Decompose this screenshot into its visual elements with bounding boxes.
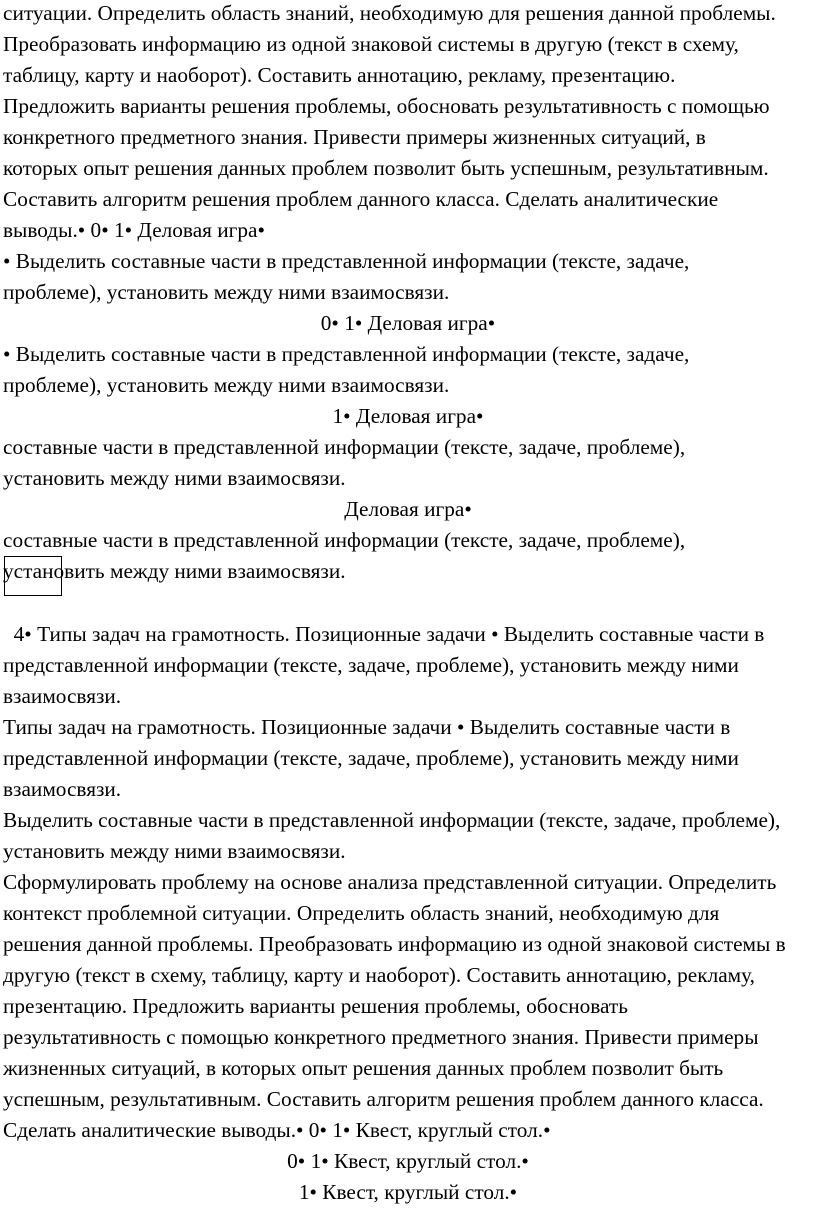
text-line: контекст проблемной ситуации. Определить область знаний, необходимую для — [3, 901, 720, 925]
text-line-centered: 1• Деловая игра• — [332, 404, 484, 428]
text-line: Составить алгоритм решения проблем данного класса. Сделать аналитические — [3, 187, 719, 211]
text-line: представленной информации (тексте, задаче, проблеме), установить между ними — [3, 746, 739, 770]
text-line: Выделить составные части в представленной информации (тексте, задаче, проблеме), — [3, 808, 781, 832]
text-line: успешным, результативным. Составить алгоритм решения проблем данного класса. — [3, 1087, 764, 1111]
text-line: установить между ними взаимосвязи. — [3, 839, 346, 863]
text-line: представленной информации (тексте, задаче, проблеме), установить между ними — [3, 653, 739, 677]
text-line-centered: 0• 1• Деловая игра• — [320, 311, 496, 335]
text-line: Сделать аналитические выводы.• 0• 1• Квест, круглый стол.• — [3, 1118, 551, 1142]
text-line: проблеме), установить между ними взаимосвязи. — [3, 280, 450, 304]
text-line: ситуации. Определить область знаний, необходимую для решения данной проблемы. — [3, 1, 776, 25]
text-line: другую (текст в схему, таблицу, карту и наоборот). Составить аннотацию, рекламу, — [3, 963, 755, 987]
text-line: решения данной проблемы. Преобразовать информацию из одной знаковой системы в — [3, 932, 786, 956]
text-line: выводы.• 0• 1• Деловая игра• — [3, 218, 265, 242]
text-line: таблицу, карту и наоборот). Составить аннотацию, рекламу, презентацию. — [3, 63, 676, 87]
text-line: составные части в представленной информации (тексте, задаче, проблеме), — [3, 528, 686, 552]
text-line: Типы задач на грамотность. Позиционные задачи • Выделить составные части в — [3, 715, 731, 739]
text-line: установить между ними взаимосвязи. — [3, 559, 346, 583]
text-line: Преобразовать информацию из одной знаковой системы в другую (текст в схему, — [3, 32, 739, 56]
text-line: Предложить варианты решения проблемы, обосновать результативность с помощью — [3, 94, 770, 118]
text-line-centered: Деловая игра• — [344, 497, 472, 521]
text-line: 4• Типы задач на грамотность. Позиционные задачи • Выделить составные части в — [3, 622, 765, 646]
text-line: • Выделить составные части в представленной информации (тексте, задаче, — [3, 249, 690, 273]
text-line: Сформулировать проблему на основе анализа представленной ситуации. Определить — [3, 870, 777, 894]
text-line: результативность с помощью конкретного предметного знания. Привести примеры — [3, 1025, 759, 1049]
text-line: составные части в представленной информации (тексте, задаче, проблеме), — [3, 435, 686, 459]
text-line: установить между ними взаимосвязи. — [3, 466, 346, 490]
empty-frame — [4, 556, 62, 596]
text-line: взаимосвязи. — [3, 684, 122, 708]
text-line: конкретного предметного знания. Привести примеры жизненных ситуаций, в — [3, 125, 706, 149]
text-line: которых опыт решения данных проблем позволит быть успешным, результативным. — [3, 156, 769, 180]
text-line-centered: 1• Квест, круглый стол.• — [298, 1180, 518, 1204]
text-line: • Выделить составные части в представленной информации (тексте, задаче, — [3, 342, 690, 366]
text-line: жизненных ситуаций, в которых опыт решения данных проблем позволит быть — [3, 1056, 724, 1080]
text-line: взаимосвязи. — [3, 777, 122, 801]
text-line: проблеме), установить между ними взаимосвязи. — [3, 373, 450, 397]
text-line-centered: 0• 1• Квест, круглый стол.• — [287, 1149, 529, 1173]
text-line: презентацию. Предложить варианты решения проблемы, обосновать — [3, 994, 628, 1018]
